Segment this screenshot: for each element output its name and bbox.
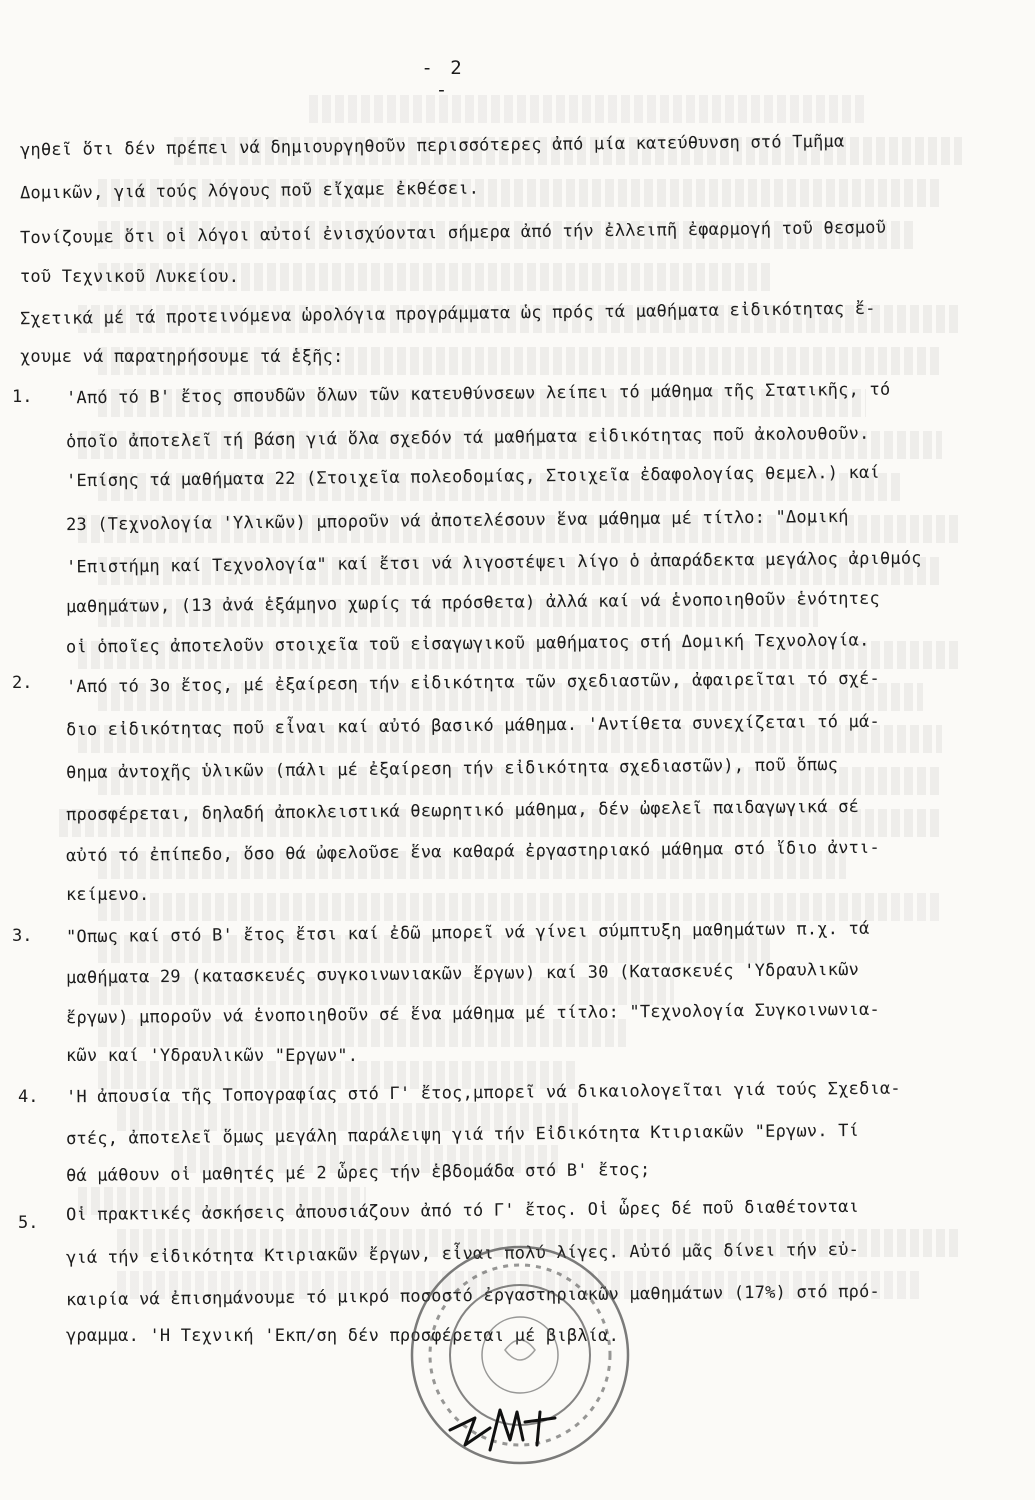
seal-emblem-mark — [505, 1340, 535, 1360]
item-2-line-6: κείμενο. — [66, 885, 150, 905]
item-4-line-1: 'Η ἀπουσία τῆς Τοπογραφίας στό Γ' ἔτος,μπορεῖ νά δικαιολογεῖται γιά τούς Σχεδια- — [65, 1078, 901, 1108]
item-1-number: 1. — [12, 387, 33, 407]
item-1-line-7: οἱ ὁποῖες ἀποτελοῦν στοιχεῖα τοῦ εἰσαγωγικοῦ μαθήματος στή Δομική Τεχνολογία. — [65, 630, 870, 658]
seal-inner-ring — [450, 1285, 590, 1425]
seal-emblem — [482, 1317, 558, 1393]
item-5-line-2: γιά τήν εἰδικότητα Κτιριακῶν ἔργων, εἶναι πολύ λίγες. Αὐτό μᾶς δίνει τήν εὐ- — [65, 1239, 860, 1269]
item-2-number: 2. — [12, 673, 33, 693]
item-5-line-1: Οἱ πρακτικές ἀσκήσεις ἀπουσιάζουν ἀπό τό Γ' ἔτος. Οἱ ὧρες δέ ποῦ διαθέτονται — [65, 1196, 860, 1226]
item-5-number: 5. — [18, 1213, 39, 1233]
item-2-line-1: 'Από τό 3ο ἔτος, μέ ἐξαίρεση τήν εἰδικότητα τῶν σχεδιαστῶν, ἀφαιρεῖται τό σχέ- — [65, 668, 881, 698]
item-4-line-3: θά μάθουν οἱ μαθητές μέ 2 ὧρες τήν ἑβδομάδα στό Β' ἔτος; — [65, 1159, 651, 1187]
item-3-line-3: ἔργων) μποροῦν νά ἑνοποιηθοῦν σέ ἕνα μάθημα μέ τίτλο: "Τεχνολογία Συγκοινωνια- — [65, 999, 881, 1029]
intro-line-2: Δομικῶν, γιά τούς λόγους ποῦ εἴχαμε ἐκθέσει. — [19, 178, 480, 204]
item-5-line-4: γραμμα. 'Η Τεχνική 'Εκπ/ση δέν προσφέρεται μέ βιβλία. — [66, 1326, 620, 1346]
item-3-line-1: "Οπως καί στό Β' ἔτος ἔτσι καί ἐδῶ μπορεῖ νά γίνει σύμπτυξη μαθημάτων π.χ. τά — [65, 918, 870, 948]
item-2-line-4: προσφέρεται, δηλαδή ἀποκλειστικά θεωρητικό μάθημα, δέν ὠφελεῖ παιδαγωγικά σέ — [65, 796, 860, 826]
item-1-line-5: 'Επιστήμη καί Τεχνολογία" καί ἔτσι νά λιγοστέψει λίγο ὁ ἀπαράδεκτα μεγάλος ἀριθμός — [65, 548, 922, 578]
item-4-number: 4. — [18, 1087, 39, 1107]
seal-ring-lettering — [430, 1265, 610, 1445]
intro-line-6: χουμε νά παρατηρήσουμε τά ἑξῆς: — [20, 347, 344, 367]
item-5-line-3: καιρία νά ἐπισημάνουμε τό μικρό ποσοστό ἐργαστηριακῶν μαθημάτων (17%) στό πρό- — [65, 1281, 881, 1311]
item-3-line-2: μαθήματα 29 (κατασκευές συγκοινωνιακῶν ἔργων) καί 30 (Κατασκευές 'Υδραυλικῶν — [65, 959, 860, 989]
item-1-line-3: 'Επίσης τά μαθήματα 22 (Στοιχεῖα πολεοδομίας, Στοιχεῖα ἐδαφολογίας θεμελ.) καί — [65, 462, 881, 492]
item-2-line-5: αὐτό τό ἐπίπεδο, ὅσο θά ὠφελοῦσε ἕνα καθαρά ἐργαστηριακό μάθημα στό ἴδιο ἀντι- — [65, 837, 881, 867]
item-2-line-2: διο εἰδικότητας ποῦ εἶναι καί αὐτό βασικό μάθημα. 'Αντίθετα συνεχίζεται τό μά- — [65, 711, 881, 741]
item-4-line-2: στές, ἀποτελεῖ ὅμως μεγάλη παράλειψη γιά τήν Εἰδικότητα Κτιριακῶν "Εργων. Τί — [65, 1120, 860, 1150]
intro-line-5: Σχετικά μέ τά προτεινόμενα ὡρολόγια προγράμματα ὡς πρός τά μαθήματα εἰδικότητας ἔ- — [19, 298, 876, 330]
intro-line-3: Τονίζουμε ὅτι οἱ λόγοι αὐτοί ἐνισχύονται σήμερα ἀπό τήν ἐλλειπῆ ἐφαρμογή τοῦ θεσμοῦ — [19, 217, 887, 249]
item-3-number: 3. — [12, 926, 33, 946]
official-seal-stamp — [405, 1240, 635, 1470]
intro-line-1: γηθεῖ ὅτι δέν πρέπει νά δημιουργηθοῦν περισσότερες ἀπό μία κατεύθυνση στό Τμῆμα — [19, 131, 845, 161]
page-number: - 2 - — [421, 57, 465, 101]
item-3-line-4: κῶν καί 'Υδραυλικῶν "Εργων". — [66, 1046, 359, 1066]
item-1-line-4: 23 (Τεχνολογία 'Υλικῶν) μποροῦν νά ἀποτελέσουν ἕνα μάθημα μέ τίτλο: "Δομική — [65, 506, 849, 536]
intro-line-4: τοῦ Τεχνικοῦ Λυκείου. — [20, 267, 240, 287]
item-2-line-3: θημα ἀντοχῆς ὑλικῶν (πάλι μέ ἐξαίρεση τήν εἰδικότητα σχεδιαστῶν), ποῦ ὅπως — [65, 754, 839, 784]
item-1-line-2: ὁποῖο ἀποτελεῖ τή βάση γιά ὅλα σχεδόν τά μαθήματα εἰδικότητας ποῦ ἀκολουθοῦν. — [65, 423, 870, 453]
item-1-line-6: μαθημάτων, (13 ἀνά ἑξάμηνο χωρίς τά πρόσθετα) ἀλλά καί νά ἑνοποιηθοῦν ἑνότητες — [65, 588, 881, 618]
item-1-line-1: 'Από τό Β' ἔτος σπουδῶν ὅλων τῶν κατευθύνσεων λείπει τό μάθημα τῆς Στατικῆς, τό — [65, 379, 891, 409]
